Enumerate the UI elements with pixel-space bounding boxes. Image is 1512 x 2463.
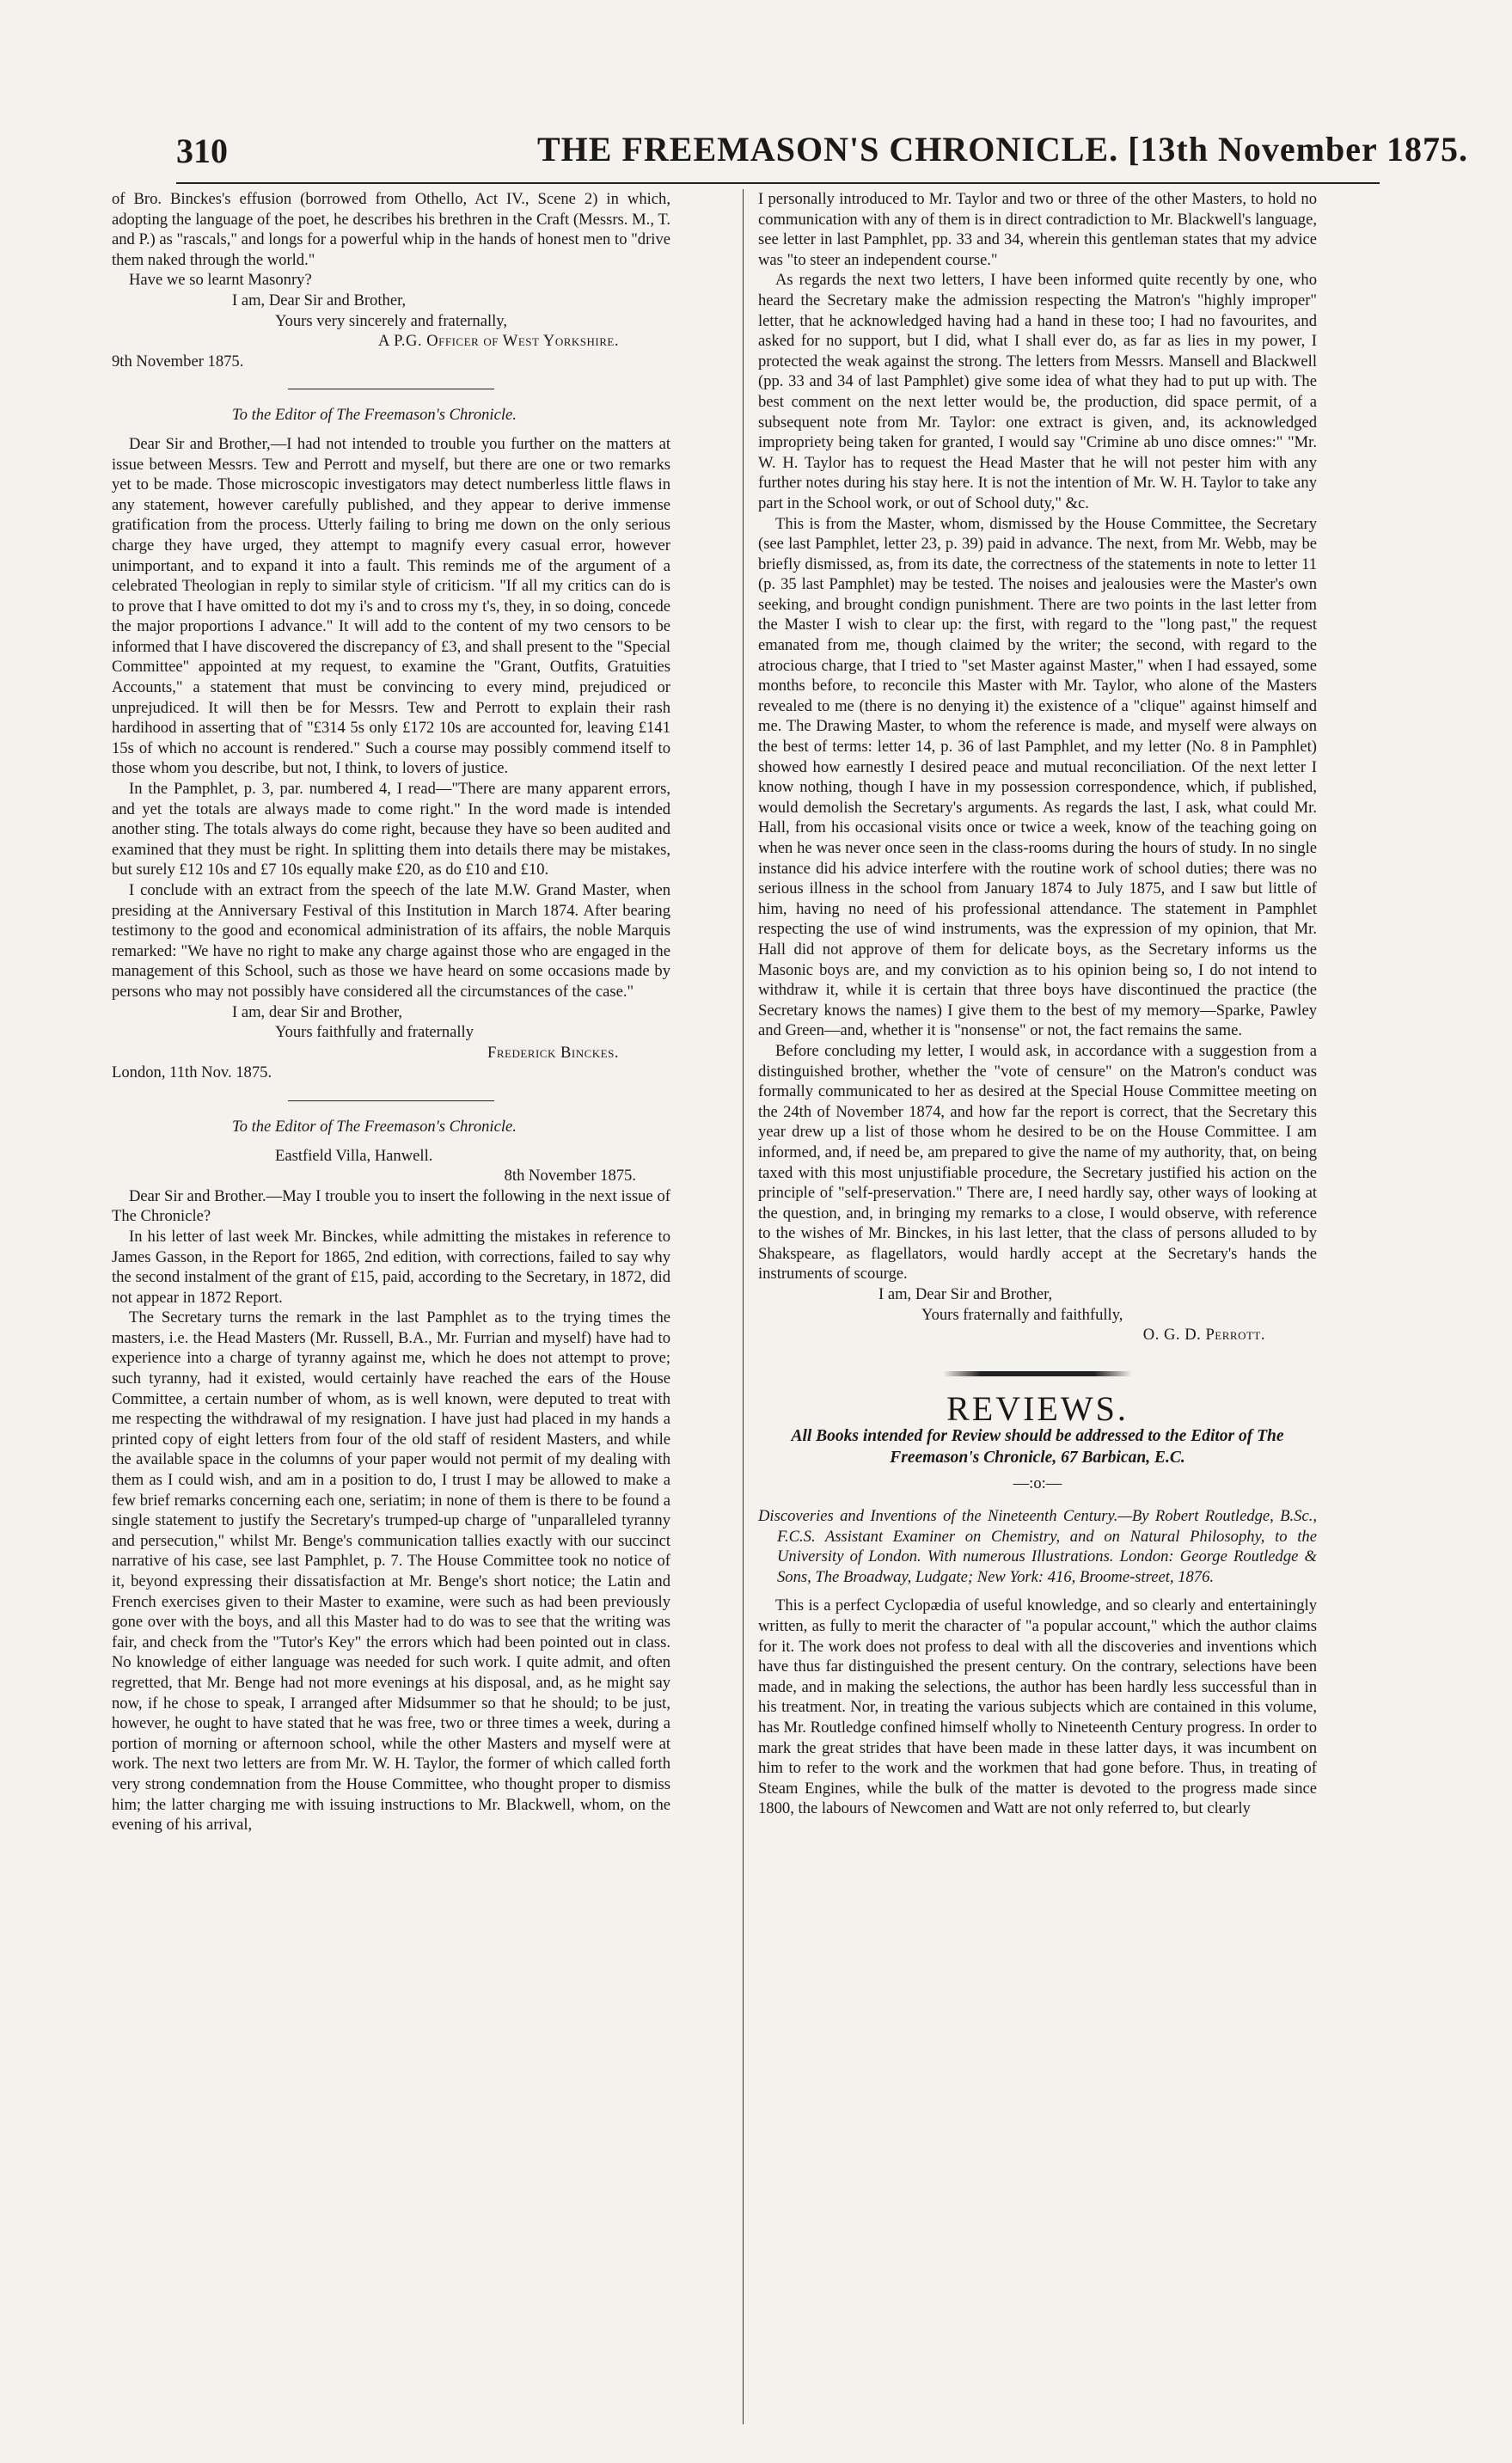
left-column: [112, 189, 670, 1835]
letter3-signature: O. G. D. Perrott.: [1142, 1326, 1265, 1345]
reviews-note: All Books intended for Review should be addressed to the Editor of The Freemason's Chronicle, 67 Barbican, E.C.: [791, 1427, 1284, 1467]
letter3-cont-2: As regards the next two letters, I have been informed quite recently by one, who heard the Secretary make the admission respecting the Matron's "highly improper" letter, that he acknowledged having had a hand in these too; I had no favourites, and asked for no support, but I did, what I shall ever do, as far as lies in my power, I protected the weak against the strong. The letters from Messrs. Mansell and Blackwell (pp. 33 and 34 of last Pamphlet) give some idea of what they had to put up with. The best comment on the next letter would be, the production, did space permit, of a subsequent note from Mr. Taylor: one extract is given, and, its acknowledged impropriety being taken for granted, I would say "Crimine ab uno disce omnes:" "Mr. W. H. Taylor has to request the Head Master that he will not pester him with any further notes during his stay here. It is not the intention of Mr. W. H. Taylor to take any part in the School work, or out of School duty," &c.: [758, 271, 1317, 512]
masthead: THE FREEMASON'S CHRONICLE. [13th November 1875.: [537, 130, 1468, 168]
letter2-body-1: Dear Sir and Brother,—I had not intended to trouble you further on the matters at issue between Messrs. Tew and Perrott and myself, but there are one or two remarks yet to be made. Those microscopic investigators may detect numberless little flaws in any statement, however carefully published, and they appear to derive immense gratification from the process. Utterly failing to bring me down on the only serious charge they have urged, they attempt to magnify every casual error, however unimportant, and to expand it into a fault. This reminds me of the argument of a celebrated Theologian in reply to similar style of criticism. "If all my critics can do is to prove that I have omitted to dot my i's and to cross my t's, they, in so doing, concede the major proportions I advance." It will add to the content of my two censors to be informed that I have discovered the discrepancy of £3, and shall present to the "Special Committee" appointed at my request, to examine the "Grant, Outfits, Gratuities Accounts," a statement that must be convincing to every mind, prejudiced or unprejudiced. It will then be for Messrs. Tew and Perrott to explain their rash hardihood in asserting that of "£314 5s only £172 10s are accounted for, leaving £141 15s of which no account is rendered." Such a course may possibly commend itself to those whom you describe, but not, I think, to lovers of justice.: [112, 434, 670, 778]
letter3-date: 8th November 1875.: [504, 1167, 636, 1186]
letter2-signature: Frederick Binckes.: [487, 1043, 619, 1062]
reviews-heading: REVIEWS.: [946, 1388, 1129, 1428]
reviews-separator: —:o:—: [1013, 1474, 1062, 1493]
letter3-body-2: In his letter of last week Mr. Binckes, while admitting the mistakes in reference to James Gasson, in the Report for 1865, 2nd edition, with corrections, failed to say why the second instalment of the grant of £15, paid, according to the Secretary, in 1872, did not appear in 1872 Report.: [112, 1227, 670, 1307]
review-body: This is a perfect Cyclopædia of useful knowledge, and so clearly and entertainingly written, as fully to merit the character of "a popular account," which the author claims for it. The work does not profess to deal with all the discoveries and inventions which have thus far distinguished the present century. On the contrary, selections have been made, and in making the selections, the author has been hardly less successful than in his treatment. Nor, in treating the various subjects which are contained in this volume, has Mr. Routledge confined himself wholly to Nineteenth Century progress. In order to mark the great strides that have been made in these latter days, it was incumbent on him to refer to the work and the workmen that had gone before. Thus, in treating of Steam Engines, while the bulk of the matter is devoted to the progress made since 1800, the labours of Newcomen and Watt are not only referred to, but clearly: [758, 1596, 1317, 1818]
letter2-closing: Yours faithfully and fraternally: [275, 1023, 474, 1042]
section-ornament-rule: [943, 1371, 1132, 1376]
letter3-cont-1: I personally introduced to Mr. Taylor and two or three of the other Masters, to hold no communication with any of them is in direct contradiction to Mr. Blackwell's language, see letter in last Pamphlet, pp. 33 and 34, wherein this gentleman states that my advice was "to steer an independent course.": [758, 190, 1317, 269]
page-header: [176, 129, 1468, 181]
letter2-body-3: I conclude with an extract from the speech of the late M.W. Grand Master, when presiding at the Anniversary Festival of this Institution in March 1874. After bearing testimony to the good and economical administration of its affairs, the noble Marquis remarked: "We have no right to make any charge against those who are engaged in the management of this School, such as those we have heard on some occasions made by persons who may not possibly have considered all the circumstances of the case.": [112, 881, 670, 1001]
letter2-body-2: In the Pamphlet, p. 3, par. numbered 4, I read—"There are many apparent errors, and yet the totals are always made to come right." In the word made is intended another sting. The totals always do come right, because they have so been audited and examined that they must be right. In splitting them into details there may be mistakes, but surely £12 10s and £7 10s equally make £20, as do £10 and £10.: [112, 780, 670, 879]
letter2-editor-heading: To the Editor of The Freemason's Chronicle.: [232, 406, 517, 425]
letter2-date: London, 11th Nov. 1875.: [112, 1063, 272, 1082]
letter3-salutation: I am, Dear Sir and Brother,: [878, 1285, 1053, 1304]
separator-rule: [288, 1100, 494, 1101]
letter1-question: Have we so learnt Masonry?: [129, 271, 312, 290]
right-column: [758, 189, 1317, 1819]
column-divider: [743, 189, 744, 2424]
letter1-closing: Yours very sincerely and fraternally,: [275, 311, 508, 330]
letter3-cont-3: This is from the Master, whom, dismissed by the House Committee, the Secretary (see last Pamphlet, letter 23, p. 39) paid in advance. The next, from Mr. Webb, may be briefly dismissed, as, from its date, the correctness of the statements in note to letter 11 (p. 35 last Pamphlet) may be tested. The noises and jealousies were the Master's own seeking, and brought condign punishment. There are two points in the last letter from the Master I wish to clear up: the first, with regard to the "long past," the request emanated from me, though claimed by the writer; the second, with regard to the atrocious charge, that I tried to "set Master against Master," when I had essayed, some months before, to reconcile this Master with Mr. Taylor, who alone of the Masters revealed to me (there is no denying it) the existence of a "clique" against himself and me. The Drawing Master, to whom the reference is made, and myself were always on the best of terms: letter 14, p. 36 of last Pamphlet, and my letter (No. 8 in Pamphlet) showed how earnestly I desired peace and mutual reconciliation. Of the next letter I know nothing, though I have in my possession correspondence, which, if published, would demolish the Secretary's arguments. As regards the last, I ask, what could Mr. Hall, from his occasional visits once or twice a week, know of the teaching going on when he was never once seen in the class-rooms during the hours of study. In no single instance did his advice interfere with the routine work of school duties; there was no serious illness in the school from January 1874 to July 1875, and I saw but little of him, having no need of his professional attendance. The statement in Pamphlet respecting the use of wind instruments, was the expression of my opinion, that Mr. Hall did not approve of them for delicate boys, as the Secretary informs us the Masonic boys are, and my conviction as to his opinion being so, I do not intend to withdraw it, while it is certain that three boys have discontinued the practice (the Secretary knows the names) I give them to the best of my memory—Sparke, Pawley and Green—and, whether it is "nonsense" or not, the fact remains the same.: [758, 514, 1317, 1040]
letter1-salutation: I am, Dear Sir and Brother,: [232, 291, 407, 309]
letter1-body: of Bro. Binckes's effusion (borrowed from Othello, Act IV., Scene 2) in which, adopting the language of the poet, he describes his brethren in the Craft (Messrs. M., T. and P.) as "rascals," and longs for a powerful whip in the hands of honest men to "drive them naked through the world.": [112, 190, 670, 269]
letter3-editor-heading: To the Editor of The Freemason's Chronicle.: [232, 1117, 517, 1136]
letter3-address: Eastfield Villa, Hanwell.: [275, 1146, 433, 1165]
letter1-date: 9th November 1875.: [112, 352, 244, 371]
letter2-salutation: I am, dear Sir and Brother,: [232, 1002, 403, 1021]
letter3-body-1: Dear Sir and Brother.—May I trouble you to insert the following in the next issue of The Chronicle?: [112, 1186, 670, 1226]
book-entry: Discoveries and Inventions of the Nineteenth Century.—By Robert Routledge, B.Sc., F.C.S. Assistant Examiner on Chemistry, and on Natural Philosophy, to the University of London. With numerous Illustrations. London: George Routledge & Sons, The Broadway, Ludgate; New York: 416, Broome-street, 1876.: [758, 1507, 1317, 1586]
header-rule: [176, 182, 1380, 184]
letter3-cont-4: Before concluding my letter, I would ask, in accordance with a suggestion from a distinguished brother, whether the "vote of censure" on the Matron's conduct was formally communicated to her as desired at the Special House Committee meeting on the 24th of November 1874, and how far the report is correct, that the Secretary this year drew up a list of those whom he desired to be on the House Committee. I am informed, and, if need be, am prepared to give the name of my authority, that, on being taxed with this most unjustifiable procedure, the Secretary justified his action on the principle of "self-preservation." There are, I need hardly say, other ways of looking at the question, and, in bringing my remarks to a close, I would observe, with reference to the wishes of Mr. Binckes, in his last letter, that the class of persons alluded to by Shakspeare, as flagellators, would hardly accept at the Secretary's hands the instruments of scourge.: [758, 1041, 1317, 1284]
letter1-signature: A P.G. Officer of West Yorkshire.: [378, 332, 619, 351]
page-number: 310: [176, 132, 228, 170]
letter3-closing: Yours fraternally and faithfully,: [921, 1305, 1123, 1324]
letter3-body-3: The Secretary turns the remark in the last Pamphlet as to the trying times the masters, i.e. the Head Masters (Mr. Russell, B.A., Mr. Furrian and myself) have had to experience into a charge of tyranny against me, which he does not attempt to prove; such tyranny, had it existed, would certainly have reached the ears of the House Committee, a certain number of whom, as is well known, were deputed to treat with me respecting the withdrawal of my resignation. I have just had placed in my hands a printed copy of eight letters from four of the old staff of resident Masters, and while the available space in the columns of your paper would not permit of my dealing with them as I could wish, and am in a position to do, I trust I may be allowed to make a few brief remarks concerning each one, seriatim; in none of them is there to be found a single statement to justify the Secretary's trumped-up charge of "unparalleled tyranny and persecution," whilst Mr. Benge's communication tallies exactly with our succinct narrative of his case, see last Pamphlet, p. 7. The House Committee took no notice of it, beyond expressing their dissatisfaction at Mr. Benge's short notice; the Latin and French exercises given to their Master to examine, were such as had been previously gone over with the boys, and all this Master had to do was to see that the writing was fair, and check from the "Tutor's Key" the errors which had been pointed out in class. No knowledge of either language was needed for such work. I quite admit, and often regretted, that Mr. Benge had not more evenings at his disposal, and, as he might say now, if he chose to speak, I arranged after Midsummer so that he should; to be just, however, he ought to have stated that he was free, two or three times a week, during a portion of morning or afternoon school, while the other Masters and myself were at work. The next two letters are from Mr. W. H. Taylor, the former of which called forth very strong condemnation from the House Committee, who thought proper to dismiss him; the latter charging me with issuing instructions to Mr. Blackwell, whom, on the evening of his arrival,: [112, 1308, 670, 1835]
